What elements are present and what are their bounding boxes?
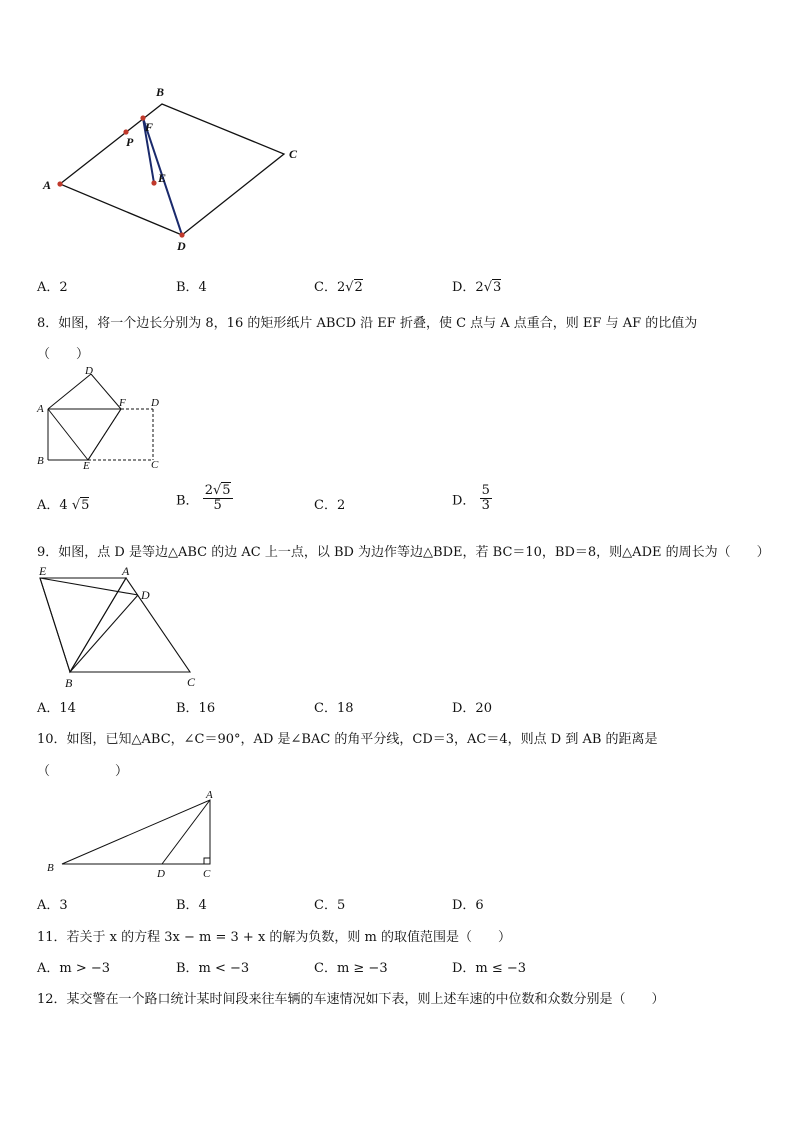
q7-option-c[interactable]: C．2√2 <box>314 280 363 295</box>
q8-label-d-folded: D <box>85 365 93 377</box>
q8-option-b-numerator: 2 <box>204 483 213 498</box>
q9-label-a: A <box>122 564 130 578</box>
q7-point-a <box>57 181 62 186</box>
q7-point-d <box>179 232 184 237</box>
q9-option-d[interactable]: D．20 <box>452 701 492 716</box>
q11-option-b[interactable]: B．m < −3 <box>176 961 250 976</box>
q10-option-c[interactable]: C．5 <box>314 898 346 913</box>
q8-option-b-denominator: 5 <box>213 498 222 514</box>
q12-text: 12．某交警在一个路口统计某时间段来往车辆的车速情况如下表，则上述车速的中位数和众数分别是（ ） <box>37 992 665 1007</box>
q7-option-d-radicand: 3 <box>493 280 502 295</box>
q8-option-b-prefix: B． <box>176 493 199 509</box>
q10-label-b: B <box>47 862 54 874</box>
q7-label-a: A <box>43 178 52 192</box>
q8-option-b[interactable]: B． $\frac{2√5}{5}$ <box>176 483 231 514</box>
q7-option-d[interactable]: D．2√3 <box>452 280 502 295</box>
q10-paren: （ ） <box>37 764 129 779</box>
q9-option-b[interactable]: B．16 <box>176 701 216 716</box>
q8-option-d-denominator: 3 <box>481 498 490 514</box>
q7-option-c-prefix: C．2 <box>314 280 346 295</box>
q11-option-c[interactable]: C．m ≥ −3 <box>314 961 388 976</box>
q9-label-c: C <box>187 675 196 689</box>
q7-point-p <box>123 129 128 134</box>
q7-option-d-prefix: D．2 <box>452 280 484 295</box>
q7-label-e: E <box>158 171 167 185</box>
q8-label-d: D <box>151 397 159 409</box>
q9-text: 9．如图，点 D 是等边△ABC 的边 AC 上一点，以 BD 为边作等边△BDE，若 BC＝10，BD＝8，则△ADE 的周长为（ ） <box>37 545 770 560</box>
q8-figure <box>33 362 173 474</box>
q9-triangle-abc <box>70 578 190 672</box>
q8-option-d-numerator: 5 <box>481 483 490 498</box>
q7-label-b: B <box>156 85 165 99</box>
q8-label-a: A <box>37 403 44 415</box>
q10-figure <box>40 786 230 882</box>
q8-option-c[interactable]: C．2 <box>314 498 346 513</box>
q8-option-a-prefix: A．4 <box>37 498 68 513</box>
q8-option-a-radicand: 5 <box>81 498 90 513</box>
q7-point-e <box>151 180 156 185</box>
q9-option-a[interactable]: A．14 <box>37 701 76 716</box>
q9-label-e: E <box>39 564 47 578</box>
q10-option-b[interactable]: B．4 <box>176 898 207 913</box>
q10-text: 10．如图，已知△ABC，∠C＝90°，AD 是∠BAC 的角平分线，CD＝3，AC＝4，则点 D 到 AB 的距离是 <box>37 732 658 747</box>
q11-text: 11．若关于 x 的方程 3x − m = 3 + x 的解为负数，则 m 的取值范围是（ ） <box>37 930 511 945</box>
q8-option-b-radicand: 5 <box>222 483 231 498</box>
q8-label-b: B <box>37 455 44 467</box>
q11-option-a[interactable]: A．m > −3 <box>37 961 111 976</box>
q8-label-c: C <box>151 459 159 471</box>
q9-label-b: B <box>65 676 73 690</box>
q8-option-d[interactable] <box>452 484 492 514</box>
q7-label-d: D <box>177 239 186 253</box>
q9-option-c[interactable]: C．18 <box>314 701 354 716</box>
q9-figure <box>30 562 210 690</box>
q8-label-e: E <box>83 460 90 472</box>
q9-label-d: D <box>141 588 150 602</box>
q8-option-a[interactable]: A．4 √5 <box>37 498 90 513</box>
q7-label-c: C <box>289 147 298 161</box>
q7-label-f: F <box>145 120 154 134</box>
q7-quadrilateral <box>60 104 284 235</box>
q10-bisector-ad <box>162 800 210 864</box>
q10-label-a: A <box>206 789 213 801</box>
q7-figure <box>30 80 320 260</box>
q10-triangle-abc <box>62 800 210 864</box>
q7-option-c-radicand: 2 <box>354 280 363 295</box>
q7-label-p: P <box>126 135 134 149</box>
q8-text: 8．如图，将一个边长分别为 8，16 的矩形纸片 ABCD 沿 EF 折叠，使 C 点与 A 点重合，则 EF 与 AF 的比值为 <box>37 316 698 331</box>
q8-label-f: F <box>119 397 126 409</box>
q8-paren: （ ） <box>37 347 90 362</box>
q10-label-d: D <box>157 868 165 880</box>
q10-right-angle-mark <box>204 858 210 864</box>
q10-option-d[interactable]: D．6 <box>452 898 484 913</box>
q8-option-d-prefix: D． <box>452 493 476 509</box>
q11-option-d[interactable]: D．m ≤ −3 <box>452 961 527 976</box>
q10-label-c: C <box>203 868 211 880</box>
q7-option-a[interactable]: A．2 <box>37 280 68 295</box>
q7-option-b[interactable]: B．4 <box>176 280 207 295</box>
q10-option-a[interactable]: A．3 <box>37 898 68 913</box>
